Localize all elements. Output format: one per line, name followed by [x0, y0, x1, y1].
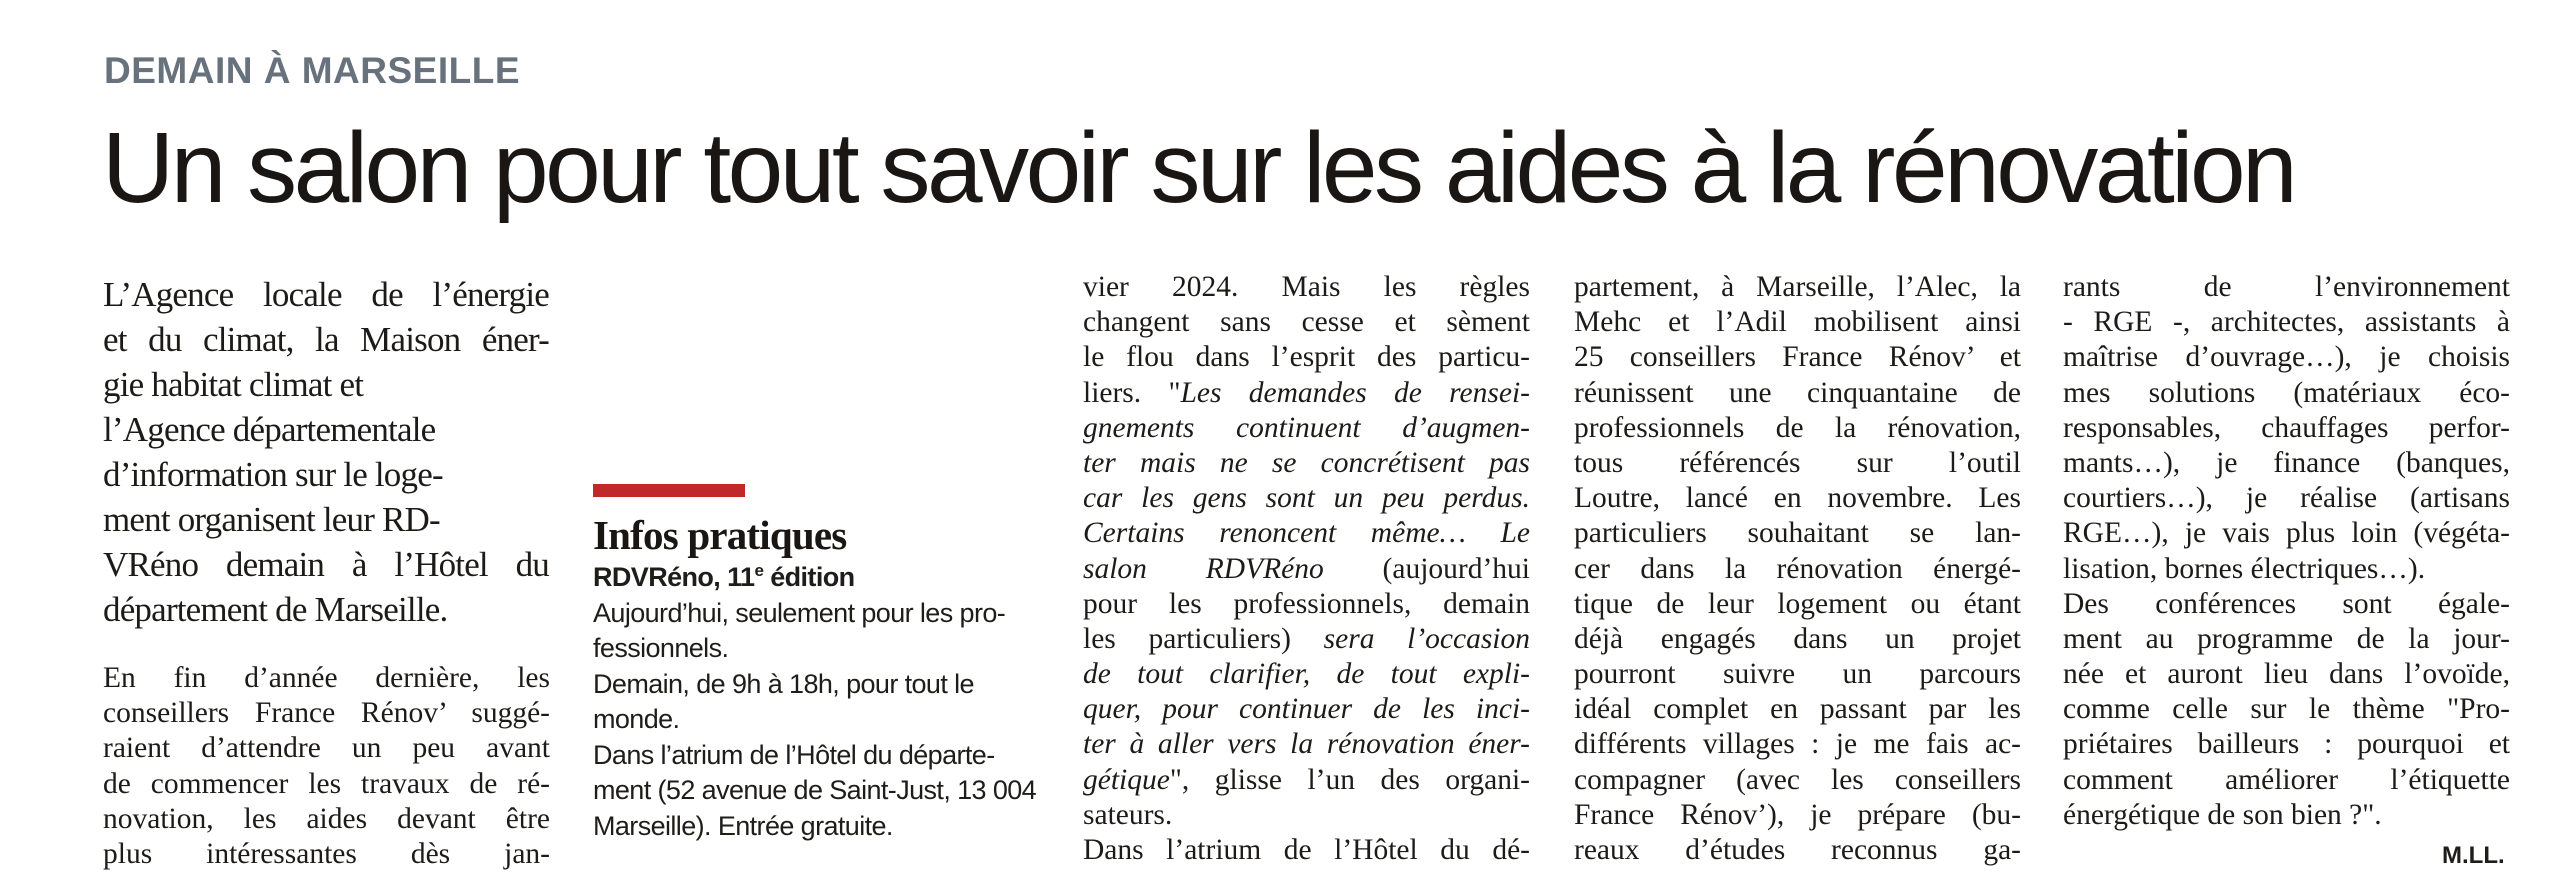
- text-line: différents villages : je me fais ac-: [1574, 728, 2021, 761]
- info-box-line: Dans l’atrium de l’Hôtel du départe-: [593, 739, 995, 770]
- text-line: gétique", glisse l’un des organi-: [1083, 763, 1530, 796]
- text-line: priétaires bailleurs : pourquoi et: [2063, 728, 2510, 761]
- text-line: quer, pour continuer de les inci-: [1083, 693, 1530, 726]
- text-line: L’Agence locale de l’énergie: [103, 275, 549, 314]
- text-line: comment améliorer l’étiquette: [2063, 763, 2510, 796]
- text-line: car les gens sont un peu perdus.: [1083, 482, 1530, 515]
- text-line: pour les professionnels, demain: [1083, 587, 1530, 620]
- text-line: maîtrise d’ouvrage…), je choisis: [2063, 341, 2510, 374]
- text-line: particuliers souhaitant se lan-: [1574, 517, 2021, 550]
- text-line: Mehc et l’Adil mobilisent ainsi: [1574, 306, 2021, 339]
- info-box-line: Marseille). Entrée gratuite.: [593, 810, 893, 841]
- text-line: le flou dans l’esprit des particu-: [1083, 341, 1530, 374]
- text-line: tous référencés sur l’outil: [1574, 446, 2021, 479]
- author-signature: M.LL.: [2442, 842, 2505, 869]
- body-column-3: [1574, 270, 2021, 868]
- body-column-4: [2063, 270, 2510, 833]
- text-line: idéal complet en passant par les: [1574, 693, 2021, 726]
- text-line: professionnels de la rénovation,: [1574, 411, 2021, 444]
- article-headline: Un salon pour tout savoir sur les aides à la rénovation: [102, 112, 2295, 224]
- text-line: Loutre, lancé en novembre. Les: [1574, 482, 2021, 515]
- text-line: sateurs.: [1083, 798, 1173, 831]
- text-line: ter mais ne se concrétisent pas: [1083, 446, 1530, 479]
- text-line: Des conférences sont égale-: [2063, 587, 2510, 620]
- text-line: ment organisent leur RD-: [103, 500, 440, 539]
- text-line: En fin d’année dernière, les: [103, 662, 550, 694]
- lead-paragraph: [103, 272, 549, 632]
- text-line: liers. "Les demandes de rensei-: [1083, 376, 1530, 409]
- info-box-line: fessionnels.: [593, 633, 729, 663]
- text-line: ment au programme de la jour-: [2063, 622, 2510, 655]
- text-line: Certains renoncent même… Le: [1083, 517, 1530, 550]
- info-box-line: monde.: [593, 704, 680, 734]
- body-column-1: [103, 661, 550, 872]
- text-line: de commencer les travaux de ré-: [103, 767, 550, 800]
- info-box-line: Aujourd’hui, seulement pour les pro-: [593, 597, 1006, 628]
- text-line: plus intéressantes dès jan-: [103, 837, 550, 870]
- info-box-title: Infos pratiques: [593, 512, 847, 558]
- text-line: comme celle sur le thème "Pro-: [2063, 693, 2510, 726]
- text-line: rants de l’environnement: [2063, 271, 2510, 303]
- text-line: tique de leur logement ou étant: [1574, 587, 2021, 620]
- text-line: salon RDVRéno (aujourd’hui: [1083, 552, 1530, 585]
- text-line: d’information sur le loge-: [103, 455, 443, 494]
- text-line: 25 conseillers France Rénov’ et: [1574, 341, 2021, 374]
- text-line: reaux d’études reconnus ga-: [1574, 834, 2021, 866]
- text-line: cer dans la rénovation énergé-: [1574, 552, 2021, 585]
- text-line: réunissent une cinquantaine de: [1574, 376, 2021, 409]
- text-line: raient d’attendre un peu avant: [103, 732, 550, 765]
- text-line: lisation, bornes électriques…).: [2063, 552, 2426, 585]
- text-line: VRéno demain à l’Hôtel du: [103, 545, 549, 584]
- body-column-2: [1083, 270, 1530, 868]
- text-line: de tout clarifier, de tout expli-: [1083, 658, 1530, 691]
- text-line: partement, à Marseille, l’Alec, la: [1574, 271, 2021, 303]
- text-line: les particuliers) sera l’occasion: [1083, 622, 1530, 655]
- text-line: mants…), je finance (banques,: [2063, 446, 2510, 479]
- text-line: née et auront lieu dans l’ovoïde,: [2063, 658, 2510, 691]
- text-line: changent sans cesse et sèment: [1083, 306, 1530, 339]
- text-line: gie habitat climat et: [103, 365, 364, 404]
- text-line: courtiers…), je réalise (artisans: [2063, 482, 2510, 515]
- article-kicker: DEMAIN À MARSEILLE: [104, 50, 520, 91]
- text-line: novation, les aides devant être: [103, 802, 550, 835]
- text-line: et du climat, la Maison éner-: [103, 320, 549, 359]
- text-line: l’Agence départementale: [103, 410, 436, 449]
- text-line: département de Marseille.: [103, 590, 448, 629]
- text-line: conseillers France Rénov’ suggé-: [103, 697, 550, 730]
- info-box-line: Demain, de 9h à 18h, pour tout le: [593, 668, 974, 699]
- text-line: énergétique de son bien ?".: [2063, 798, 2382, 831]
- text-line: RGE…), je vais plus loin (végéta-: [2063, 517, 2510, 550]
- text-line: compagner (avec les conseillers: [1574, 763, 2021, 796]
- text-line: mes solutions (matériaux éco-: [2063, 376, 2510, 409]
- text-line: - RGE -, architectes, assistants à: [2063, 306, 2510, 339]
- info-box-line: ment (52 avenue de Saint-Just, 13 004: [593, 775, 1037, 805]
- info-box: [593, 560, 1043, 844]
- text-line: gnements continuent d’augmen-: [1083, 411, 1530, 444]
- text-line: Dans l’atrium de l’Hôtel du dé-: [1083, 834, 1530, 866]
- text-line: déjà engagés dans un projet: [1574, 622, 2021, 655]
- text-line: France Rénov’), je prépare (bu-: [1574, 798, 2021, 831]
- text-line: pourront suivre un parcours: [1574, 658, 2021, 691]
- info-box-subtitle: RDVRéno, 11e édition: [593, 561, 855, 592]
- text-line: vier 2024. Mais les règles: [1083, 271, 1530, 303]
- text-line: ter à aller vers la rénovation éner-: [1083, 728, 1530, 761]
- text-line: responsables, chauffages perfor-: [2063, 411, 2510, 444]
- info-box-rule: [593, 484, 745, 497]
